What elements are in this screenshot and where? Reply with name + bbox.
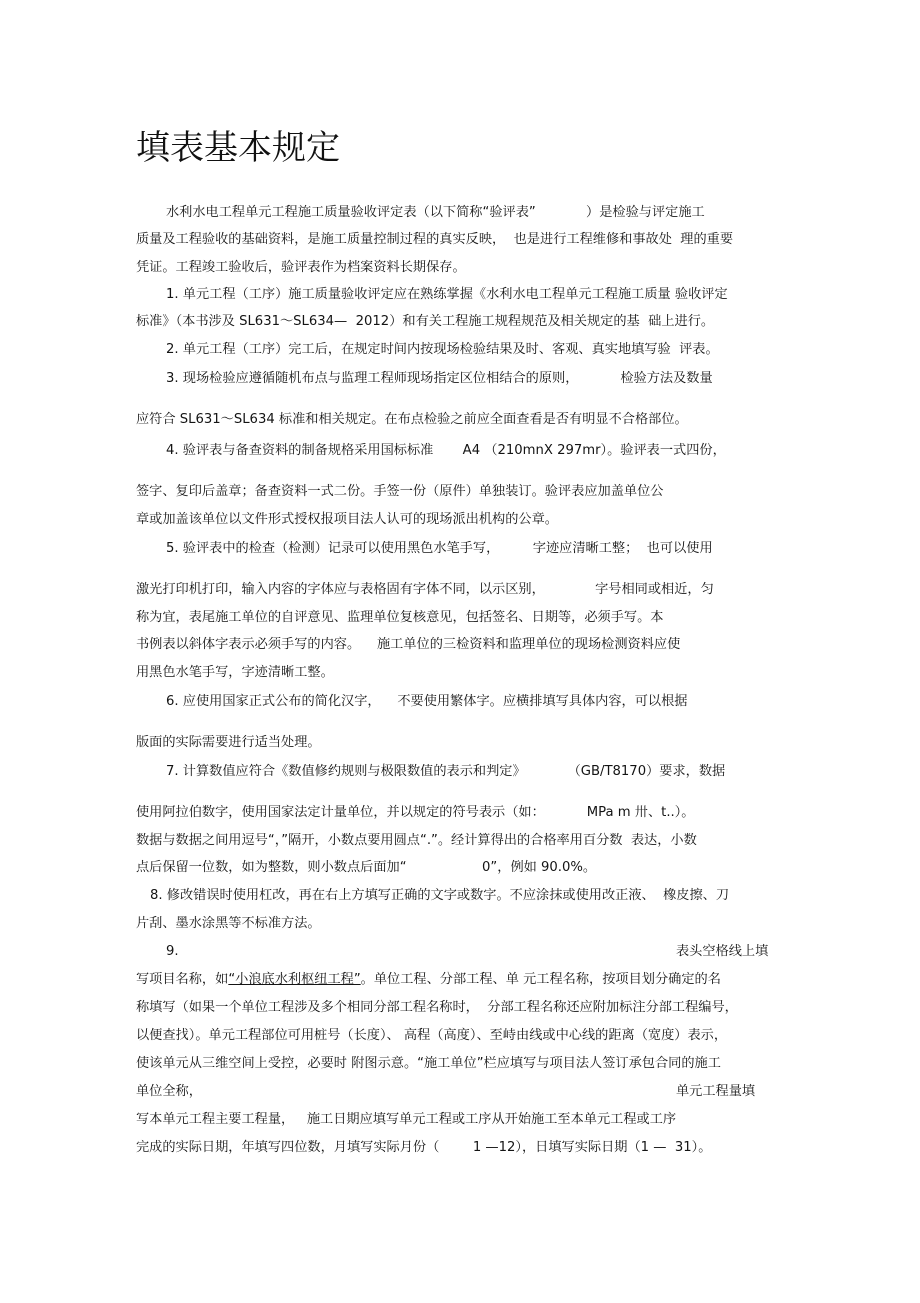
text-line: 水利水电工程单元工程施工质量验收评定表（以下简称“验评表” ）是检验与评定施工 bbox=[166, 205, 705, 220]
text-line: 使该单元从三维空间上受控，必要时 附图示意。“施工单位”栏应填写与项目法人签订承包合同的施工 bbox=[136, 1056, 721, 1071]
text-line: 写本单元工程主要工程量， 施工日期应填写单元工程或工序从开始施工至本单元工程或工序 bbox=[136, 1112, 677, 1127]
text-line: 章或加盖该单位以文件形式授权报项目法人认可的现场派出机构的公章。 bbox=[136, 512, 558, 527]
underlined-example: “小浪底水利枢纽工程” bbox=[228, 972, 361, 987]
text-line: 片刮、墨水涂黑等不标准方法。 bbox=[136, 916, 321, 931]
text-line: 用黑色水笔手写，字迹清晰工整。 bbox=[136, 665, 334, 680]
text-line: 版面的实际需要进行适当处理。 bbox=[136, 735, 321, 750]
text-line: 完成的实际日期，年填写四位数，月填写实际月份（ 1 —12），日填写实际日期（1 — 31）。 bbox=[136, 1140, 712, 1155]
text-line: 7. 计算数值应符合《数值修约规则与极限数值的表示和判定》 （GB/T8170）要求，数据 bbox=[166, 764, 726, 779]
text-line: 写项目名称，如“小浪底水利枢纽工程”。单位工程、分部工程、单 元工程名称，按项目划分确定的名 bbox=[136, 972, 721, 987]
text-line: 数据与数据之间用逗号“，”隔开，小数点要用圆点“.”。经计算得出的合格率用百分数 表达，小数 bbox=[136, 833, 697, 848]
text-line: 书例表以斜体字表示必须手写的内容。 施工单位的三检资料和监理单位的现场检测资料应使 bbox=[136, 637, 681, 652]
text-line: 激光打印机打印，输入内容的字体应与表格固有字体不同，以示区别， 字号相同或相近，匀 bbox=[136, 582, 714, 597]
text-line: 3. 现场检验应遵循随机布点与监理工程师现场指定区位相结合的原则， 检验方法及数量 bbox=[166, 371, 713, 386]
text-line: 称为宜，表尾施工单位的自评意见、监理单位复核意见，包括签名、日期等，必须手写。本 bbox=[136, 610, 664, 625]
text-line: 2. 单元工程（工序）完工后，在规定时间内按现场检验结果及时、客观、真实地填写验 评表。 bbox=[166, 342, 719, 357]
text-line: 以便查找）。单元工程部位可用桩号（长度）、 高程（高度）、至峙由线或中心线的距离（宽度）表示， bbox=[136, 1028, 728, 1043]
text-line: 4. 验评表与备查资料的制备规格采用国标标准 A4 （210mnX 297mr）。验评表一式四份， bbox=[166, 443, 726, 458]
text-line: 9. bbox=[166, 944, 179, 959]
text-line: 使用阿拉伯数字，使用国家法定计量单位，并以规定的符号表示（如： MPa m 卅、t..）。 bbox=[136, 805, 695, 820]
text-line: 凭证。工程竣工验收后，验评表作为档案资料长期保存。 bbox=[136, 260, 466, 275]
text-line: 5. 验评表中的检查（检测）记录可以使用黑色水笔手写， 字迹应清晰工整； 也可以使用 bbox=[166, 541, 713, 556]
text-line: 6. 应使用国家正式公布的简化汉字， 不要使用繁体字。应横排填写具体内容，可以根据 bbox=[166, 694, 688, 709]
text-line: 称填写（如果一个单位工程涉及多个相同分部工程名称时， 分部工程名称还应附加标注分部工程编号， bbox=[136, 1000, 738, 1015]
text-line: 质量及工程验收的基础资料，是施工质量控制过程的真实反映， 也是进行工程维修和事故处 理的重要 bbox=[136, 232, 734, 247]
text-line: 表头空格线上填 bbox=[676, 944, 769, 959]
page-title: 填表基本规定 bbox=[136, 128, 340, 168]
text-line: 8. 修改错误时使用杠改，再在右上方填写正确的文字或数字。不应涂抹或使用改正液、 橡皮擦、刀 bbox=[150, 888, 730, 903]
text-line: 单元工程量填 bbox=[676, 1084, 756, 1099]
text-line: 标准》（本书涉及 SL631～SL634— 2012）和有关工程施工规程规范及相关规定的基 础上进行。 bbox=[136, 314, 715, 329]
text-line: 应符合 SL631～SL634 标准和相关规定。在布点检验之前应全面查看是否有明显不合格部位。 bbox=[136, 412, 688, 427]
text-line: 签字、复印后盖章；备查资料一式二份。手签一份（原件）单独装订。验评表应加盖单位公 bbox=[136, 484, 664, 499]
text-line: 点后保留一位数，如为整数，则小数点后面加“ 0”，例如 90.0%。 bbox=[136, 860, 597, 875]
text-line: 单位全称， bbox=[136, 1084, 202, 1099]
text-line: 1. 单元工程（工序）施工质量验收评定应在熟练掌握《水利水电工程单元工程施工质量 验收评定 bbox=[166, 287, 728, 302]
